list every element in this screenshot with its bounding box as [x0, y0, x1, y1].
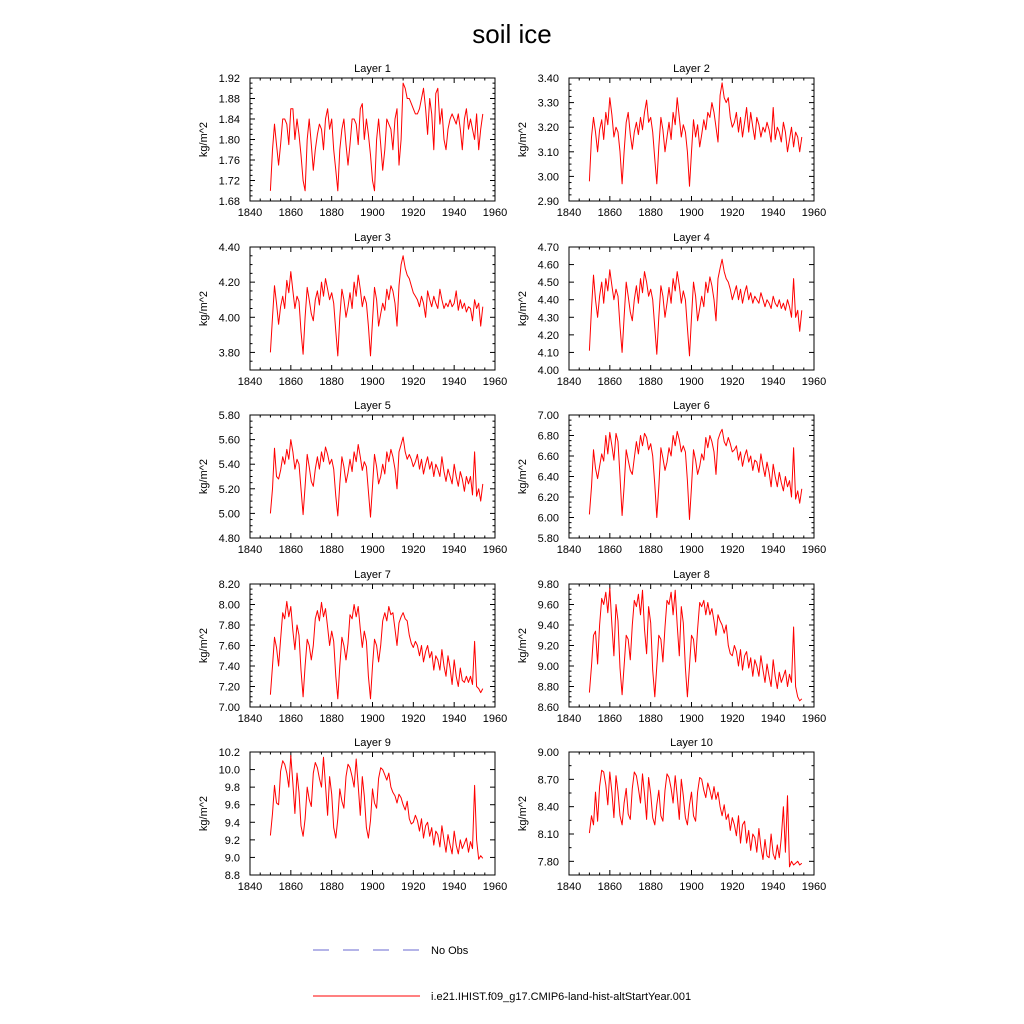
- panel-8: [517, 569, 826, 725]
- x-tick-label: 1840: [556, 207, 582, 219]
- x-tick-label: 1960: [482, 207, 508, 219]
- panel-title: Layer 7: [354, 569, 391, 581]
- y-axis-label: kg/m^2: [517, 627, 529, 664]
- y-tick-label: 9.00: [537, 661, 559, 673]
- panel-title: Layer 3: [354, 232, 391, 244]
- x-tick-label: 1920: [401, 376, 426, 388]
- y-tick-label: 4.80: [218, 533, 240, 545]
- y-tick-label: 6.80: [537, 430, 559, 443]
- x-tick-label: 1960: [482, 713, 508, 725]
- y-tick-label: 8.8: [224, 870, 240, 882]
- y-tick-label: 4.40: [537, 294, 559, 307]
- y-axis-label: kg/m^2: [198, 290, 210, 327]
- y-tick-label: 6.20: [537, 492, 559, 504]
- y-tick-label: 3.20: [537, 122, 559, 135]
- x-tick-label: 1880: [319, 544, 344, 556]
- y-tick-label: 4.20: [218, 277, 240, 290]
- x-tick-label: 1960: [482, 376, 508, 388]
- y-tick-label: 4.70: [537, 242, 559, 254]
- x-tick-label: 1840: [556, 376, 582, 388]
- x-tick-label: 1900: [360, 713, 385, 725]
- y-tick-label: 9.20: [537, 640, 559, 653]
- x-tick-label: 1900: [679, 713, 704, 725]
- x-tick-label: 1920: [401, 881, 426, 893]
- x-tick-label: 1900: [679, 376, 704, 388]
- panel-title: Layer 9: [354, 737, 391, 749]
- plot-frame: [569, 78, 814, 201]
- y-tick-label: 1.72: [218, 175, 240, 188]
- y-tick-label: 9.6: [224, 799, 240, 812]
- x-tick-label: 1860: [597, 544, 623, 556]
- y-tick-label: 10.0: [218, 764, 240, 777]
- x-tick-label: 1880: [638, 544, 663, 556]
- y-tick-label: 7.20: [218, 681, 240, 694]
- legend-model-label: i.e21.IHIST.f09_g17.CMIP6-land-hist-altStartYear.001: [431, 991, 692, 1003]
- y-tick-label: 9.40: [537, 620, 559, 632]
- legend: [313, 945, 691, 1003]
- x-tick-label: 1960: [801, 713, 827, 725]
- x-tick-label: 1940: [760, 376, 786, 388]
- y-tick-label: 7.80: [537, 856, 559, 869]
- y-tick-label: 6.60: [537, 451, 559, 463]
- plot-frame: [250, 415, 495, 538]
- x-tick-label: 1960: [482, 544, 508, 556]
- series-line: [270, 601, 482, 698]
- x-tick-label: 1940: [441, 376, 467, 388]
- y-tick-label: 1.92: [218, 73, 240, 85]
- x-tick-label: 1960: [801, 207, 827, 219]
- x-tick-label: 1960: [801, 376, 827, 388]
- x-tick-label: 1900: [679, 881, 704, 893]
- x-tick-label: 1840: [556, 713, 582, 725]
- x-tick-label: 1880: [638, 207, 663, 219]
- series-line: [589, 259, 801, 356]
- x-tick-label: 1860: [278, 881, 304, 893]
- series-line: [589, 588, 801, 701]
- y-tick-label: 8.20: [218, 579, 240, 591]
- y-tick-label: 1.76: [218, 155, 240, 167]
- x-tick-label: 1920: [720, 207, 745, 219]
- y-axis-label: kg/m^2: [198, 627, 210, 664]
- panel-6: [517, 400, 826, 556]
- y-tick-label: 9.00: [537, 747, 559, 759]
- x-tick-label: 1860: [597, 881, 623, 893]
- panel-7: [198, 569, 507, 725]
- y-tick-label: 8.10: [537, 829, 559, 841]
- x-tick-label: 1940: [760, 713, 786, 725]
- plot-frame: [569, 415, 814, 538]
- x-tick-label: 1900: [679, 207, 704, 219]
- x-tick-label: 1860: [278, 207, 304, 219]
- panel-2: [517, 63, 826, 219]
- x-tick-label: 1900: [360, 207, 385, 219]
- x-tick-label: 1920: [720, 881, 745, 893]
- x-tick-label: 1840: [237, 207, 263, 219]
- x-tick-label: 1860: [278, 544, 304, 556]
- y-tick-label: 1.84: [218, 114, 240, 126]
- series-line: [589, 429, 801, 519]
- y-tick-label: 4.00: [218, 312, 240, 325]
- y-tick-label: 7.00: [218, 702, 240, 714]
- series-line: [589, 83, 801, 186]
- y-tick-label: 2.90: [537, 196, 559, 208]
- x-tick-label: 1920: [720, 713, 745, 725]
- x-tick-label: 1920: [720, 544, 745, 556]
- y-tick-label: 3.10: [537, 146, 559, 159]
- y-tick-label: 4.30: [537, 312, 559, 325]
- y-tick-label: 5.20: [218, 483, 240, 496]
- y-tick-label: 6.40: [537, 471, 559, 484]
- y-tick-label: 7.00: [537, 410, 559, 422]
- y-tick-label: 3.30: [537, 97, 559, 110]
- panel-title: Layer 4: [673, 232, 710, 244]
- x-tick-label: 1920: [401, 713, 426, 725]
- series-line: [270, 256, 482, 356]
- y-tick-label: 8.70: [537, 774, 559, 787]
- x-tick-label: 1860: [278, 713, 304, 725]
- y-tick-label: 9.4: [224, 817, 240, 830]
- x-tick-label: 1940: [760, 544, 786, 556]
- panel-title: Layer 2: [673, 63, 710, 75]
- y-tick-label: 3.00: [537, 171, 559, 184]
- series-line: [589, 770, 801, 867]
- panel-3: [198, 232, 507, 388]
- x-tick-label: 1940: [441, 881, 467, 893]
- y-tick-label: 4.50: [537, 277, 559, 290]
- plot-frame: [569, 752, 814, 875]
- y-tick-label: 9.8: [224, 782, 240, 795]
- panel-4: [517, 232, 826, 388]
- y-tick-label: 7.60: [218, 640, 240, 653]
- y-tick-label: 5.80: [218, 410, 240, 422]
- y-tick-label: 10.2: [218, 747, 240, 759]
- x-tick-label: 1860: [597, 207, 623, 219]
- x-tick-label: 1900: [679, 544, 704, 556]
- y-tick-label: 8.40: [537, 801, 559, 814]
- x-tick-label: 1960: [801, 881, 827, 893]
- series-line: [270, 83, 482, 191]
- y-tick-label: 7.40: [218, 661, 240, 673]
- y-tick-label: 5.40: [218, 459, 240, 472]
- x-tick-label: 1900: [360, 544, 385, 556]
- legend-obs-label: No Obs: [431, 945, 469, 957]
- panel-5: [198, 400, 507, 556]
- x-tick-label: 1920: [401, 207, 426, 219]
- y-tick-label: 9.80: [537, 579, 559, 591]
- x-tick-label: 1880: [638, 881, 663, 893]
- x-tick-label: 1940: [760, 881, 786, 893]
- y-tick-label: 4.40: [218, 242, 240, 254]
- y-tick-label: 9.60: [537, 599, 559, 612]
- y-axis-label: kg/m^2: [517, 795, 529, 832]
- x-tick-label: 1900: [360, 376, 385, 388]
- y-tick-label: 6.00: [537, 512, 559, 525]
- x-tick-label: 1840: [237, 713, 263, 725]
- y-tick-label: 4.60: [537, 259, 559, 272]
- y-tick-label: 1.68: [218, 196, 240, 208]
- y-tick-label: 5.00: [218, 508, 240, 521]
- x-tick-label: 1840: [556, 881, 582, 893]
- y-axis-label: kg/m^2: [198, 121, 210, 158]
- x-tick-label: 1940: [441, 207, 467, 219]
- y-tick-label: 1.88: [218, 93, 240, 106]
- x-tick-label: 1880: [319, 881, 344, 893]
- plot-frame: [250, 752, 495, 875]
- x-tick-label: 1920: [720, 376, 745, 388]
- x-tick-label: 1880: [638, 713, 663, 725]
- x-tick-label: 1880: [319, 376, 344, 388]
- y-tick-label: 8.80: [537, 681, 559, 694]
- y-axis-label: kg/m^2: [198, 795, 210, 832]
- x-tick-label: 1900: [360, 881, 385, 893]
- panel-9: [198, 737, 507, 893]
- y-tick-label: 9.0: [224, 852, 240, 865]
- y-tick-label: 4.20: [537, 329, 559, 342]
- y-tick-label: 4.10: [537, 347, 559, 360]
- x-tick-label: 1940: [760, 207, 786, 219]
- panel-1: [198, 63, 507, 219]
- figure-title: soil ice: [472, 19, 552, 49]
- x-tick-label: 1840: [237, 544, 263, 556]
- x-tick-label: 1840: [237, 376, 263, 388]
- y-tick-label: 9.2: [224, 834, 240, 847]
- x-tick-label: 1840: [237, 881, 263, 893]
- x-tick-label: 1880: [638, 376, 663, 388]
- x-tick-label: 1920: [401, 544, 426, 556]
- x-tick-label: 1860: [597, 713, 623, 725]
- x-tick-label: 1880: [319, 713, 344, 725]
- y-tick-label: 4.00: [537, 365, 559, 377]
- y-axis-label: kg/m^2: [517, 458, 529, 495]
- series-line: [270, 756, 482, 860]
- y-tick-label: 3.40: [537, 73, 559, 85]
- y-axis-label: kg/m^2: [198, 458, 210, 495]
- series-line: [270, 437, 482, 517]
- y-tick-label: 5.60: [218, 434, 240, 447]
- x-tick-label: 1860: [278, 376, 304, 388]
- panel-title: Layer 10: [670, 737, 713, 749]
- y-tick-label: 8.60: [537, 702, 559, 714]
- panel-10: [517, 737, 826, 893]
- y-axis-label: kg/m^2: [517, 121, 529, 158]
- x-tick-label: 1960: [801, 544, 827, 556]
- y-tick-label: 7.80: [218, 620, 240, 632]
- panel-title: Layer 8: [673, 569, 710, 581]
- x-tick-label: 1840: [556, 544, 582, 556]
- x-tick-label: 1960: [482, 881, 508, 893]
- x-tick-label: 1860: [597, 376, 623, 388]
- y-tick-label: 8.00: [218, 599, 240, 612]
- y-axis-label: kg/m^2: [517, 290, 529, 327]
- x-tick-label: 1940: [441, 713, 467, 725]
- panel-title: Layer 1: [354, 63, 391, 75]
- y-tick-label: 3.80: [218, 347, 240, 360]
- y-tick-label: 1.80: [218, 134, 240, 147]
- panels: [198, 63, 826, 893]
- y-tick-label: 5.80: [537, 533, 559, 545]
- panel-title: Layer 5: [354, 400, 391, 412]
- panel-title: Layer 6: [673, 400, 710, 412]
- x-tick-label: 1880: [319, 207, 344, 219]
- x-tick-label: 1940: [441, 544, 467, 556]
